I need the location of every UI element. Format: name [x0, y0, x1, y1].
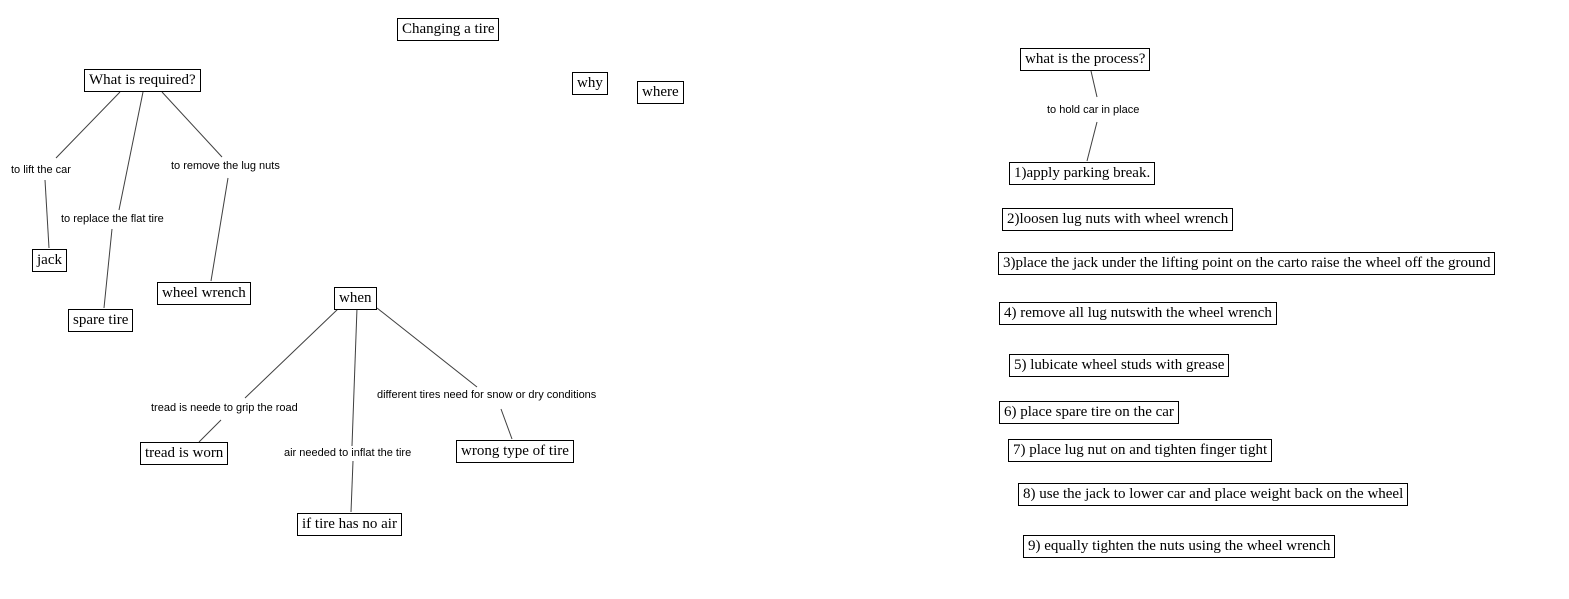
node-wrong-type-of-tire[interactable]: wrong type of tire: [456, 440, 574, 463]
edge-line-process-step1-upper: [1091, 71, 1097, 97]
step-box-6[interactable]: 6) place spare tire on the car: [999, 401, 1179, 424]
edge-label-to-hold-car-in-place[interactable]: to hold car in place: [1047, 104, 1140, 116]
node-why[interactable]: why: [572, 72, 608, 95]
edge-line-when-treadworn-upper: [245, 308, 339, 398]
node-what-is-required[interactable]: What is required?: [84, 69, 201, 92]
node-where[interactable]: where: [637, 81, 684, 104]
edge-line-when-wrongtype-upper: [377, 308, 477, 387]
node-if-tire-has-no-air[interactable]: if tire has no air: [297, 513, 402, 536]
edge-line-required-wheelwrench-upper: [162, 92, 222, 157]
node-jack[interactable]: jack: [32, 249, 67, 272]
edge-line-when-noair-lower: [351, 461, 353, 512]
edge-label-different-tires[interactable]: different tires need for snow or dry conditions: [377, 389, 597, 401]
node-what-is-the-process[interactable]: what is the process?: [1020, 48, 1150, 71]
step-box-4[interactable]: 4) remove all lug nutswith the wheel wrench: [999, 302, 1277, 325]
step-box-8[interactable]: 8) use the jack to lower car and place weight back on the wheel: [1018, 483, 1408, 506]
edge-label-to-lift-the-car[interactable]: to lift the car: [11, 164, 71, 176]
step-box-9[interactable]: 9) equally tighten the nuts using the wheel wrench: [1023, 535, 1335, 558]
edge-line-required-sparetire-lower: [104, 229, 112, 308]
edge-line-when-treadworn-lower: [199, 420, 221, 442]
edge-line-when-wrongtype-lower: [501, 409, 512, 439]
edge-label-tread-is-neede[interactable]: tread is neede to grip the road: [151, 402, 298, 414]
step-box-3[interactable]: 3)place the jack under the lifting point on the carto raise the wheel off the ground: [998, 252, 1495, 275]
edge-line-when-noair-upper: [352, 308, 357, 446]
edge-line-process-step1-lower: [1087, 122, 1097, 161]
node-changing-a-tire[interactable]: Changing a tire: [397, 18, 499, 41]
step-box-5[interactable]: 5) lubicate wheel studs with grease: [1009, 354, 1229, 377]
node-wheel-wrench[interactable]: wheel wrench: [157, 282, 251, 305]
edge-label-air-needed[interactable]: air needed to inflat the tire: [284, 447, 412, 459]
node-when[interactable]: when: [334, 287, 377, 310]
edge-line-required-sparetire-upper: [119, 92, 143, 210]
node-spare-tire[interactable]: spare tire: [68, 309, 133, 332]
step-box-1[interactable]: 1)apply parking break.: [1009, 162, 1155, 185]
edge-label-to-remove-the-lug-nuts[interactable]: to remove the lug nuts: [171, 160, 280, 172]
step-box-7[interactable]: 7) place lug nut on and tighten finger tight: [1008, 439, 1272, 462]
edge-line-required-wheelwrench-lower: [211, 178, 228, 281]
edge-label-to-replace-the-flat-tire[interactable]: to replace the flat tire: [61, 213, 164, 225]
node-tread-is-worn[interactable]: tread is worn: [140, 442, 228, 465]
edge-line-required-jack-upper: [56, 92, 120, 158]
edge-line-required-jack-lower: [45, 180, 49, 248]
step-box-2[interactable]: 2)loosen lug nuts with wheel wrench: [1002, 208, 1233, 231]
